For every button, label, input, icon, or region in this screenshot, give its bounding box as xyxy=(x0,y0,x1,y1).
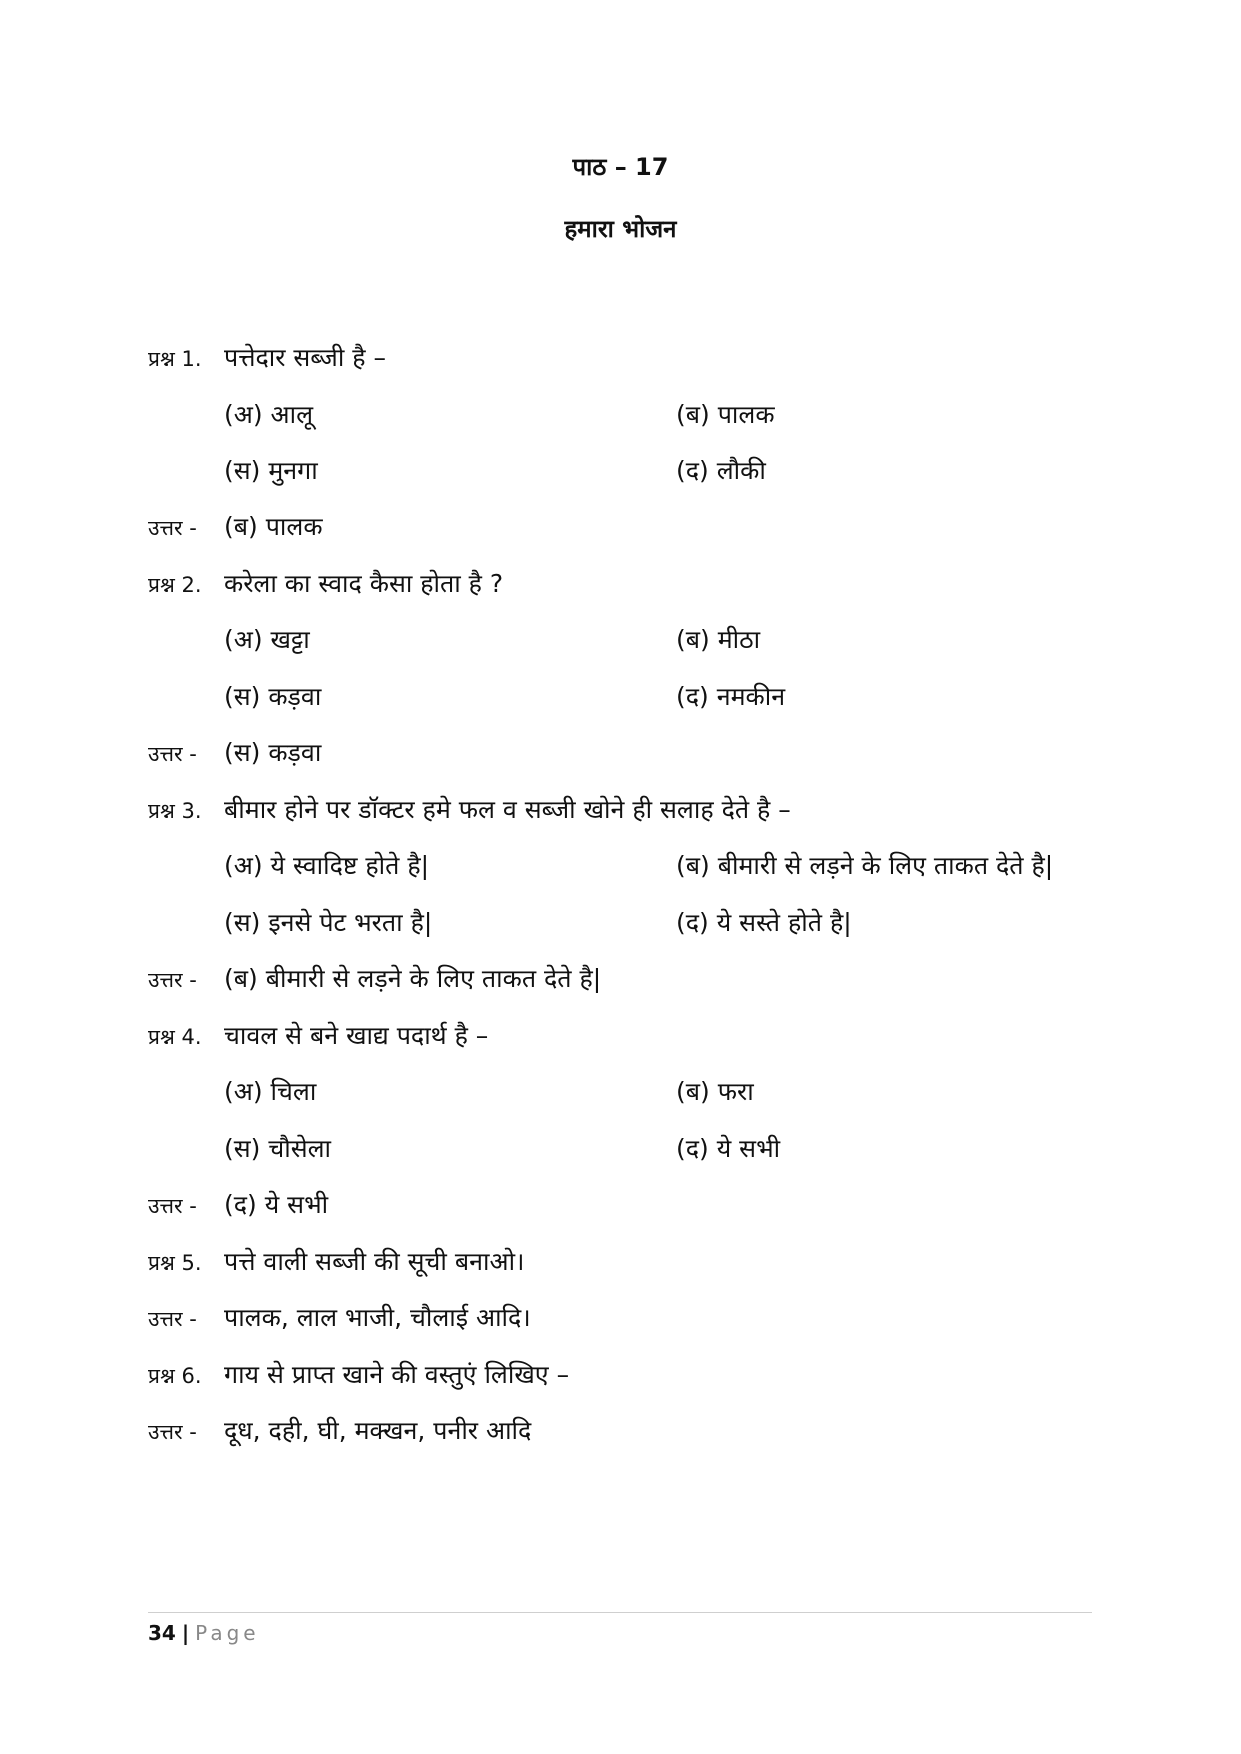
page-number: 34 xyxy=(148,1621,176,1645)
question-label: प्रश्न 3. xyxy=(148,799,202,823)
question-4-option-c: (स) चौसेला xyxy=(224,1134,332,1163)
question-4-option-d: (द) ये सभी xyxy=(676,1134,781,1163)
answer-text: (द) ये सभी xyxy=(224,1190,329,1219)
question-1-option-a: (अ) आलू xyxy=(224,400,314,429)
question-2 xyxy=(148,564,503,604)
answer-label: उत्तर - xyxy=(148,1194,197,1218)
answer-4 xyxy=(148,1185,328,1225)
answer-2 xyxy=(148,733,321,773)
question-5 xyxy=(148,1242,525,1282)
question-label: प्रश्न 6. xyxy=(148,1364,202,1388)
question-3-option-d: (द) ये सस्ते होते है| xyxy=(676,908,852,937)
answer-6 xyxy=(148,1411,531,1451)
answer-label: उत्तर - xyxy=(148,742,197,766)
question-4 xyxy=(148,1016,488,1056)
question-4-option-b: (ब) फरा xyxy=(676,1077,754,1106)
question-text: करेला का स्वाद कैसा होता है ? xyxy=(224,569,504,598)
answer-label: उत्तर - xyxy=(148,516,197,540)
question-label: प्रश्न 4. xyxy=(148,1025,202,1049)
question-3-option-a: (अ) ये स्वादिष्ट होते है| xyxy=(224,851,430,880)
question-text: बीमार होने पर डॉक्टर हमे फल व सब्जी खोने ही सलाह देते है – xyxy=(224,795,791,824)
answer-1 xyxy=(148,507,323,547)
question-1 xyxy=(148,338,386,378)
page-word: Page xyxy=(195,1621,260,1645)
question-2-option-c: (स) कड़वा xyxy=(224,682,322,711)
question-4-option-a: (अ) चिला xyxy=(224,1077,317,1106)
lesson-title: हमारा भोजन xyxy=(564,215,677,243)
question-2-option-b: (ब) मीठा xyxy=(676,625,761,654)
answer-label: उत्तर - xyxy=(148,968,197,992)
question-1-option-d: (द) लौकी xyxy=(676,456,766,485)
question-label: प्रश्न 5. xyxy=(148,1251,202,1275)
answer-3 xyxy=(148,959,601,999)
question-text: गाय से प्राप्त खाने की वस्तुएं लिखिए – xyxy=(224,1360,570,1389)
answer-label: उत्तर - xyxy=(148,1307,197,1331)
question-3 xyxy=(148,790,791,830)
question-text: चावल से बने खाद्य पदार्थ है – xyxy=(224,1021,489,1050)
footer-separator: | xyxy=(181,1621,190,1645)
answer-text: (ब) बीमारी से लड़ने के लिए ताकत देते है| xyxy=(224,964,602,993)
footer-divider xyxy=(148,1612,1092,1613)
answer-text: (स) कड़वा xyxy=(224,738,322,767)
question-1-option-b: (ब) पालक xyxy=(676,400,775,429)
answer-text: (ब) पालक xyxy=(224,512,323,541)
question-label: प्रश्न 2. xyxy=(148,573,202,597)
question-text: पत्तेदार सब्जी है – xyxy=(224,343,386,372)
question-6 xyxy=(148,1355,569,1395)
question-1-option-c: (स) मुनगा xyxy=(224,456,318,485)
lesson-number: पाठ – 17 xyxy=(572,153,669,181)
question-text: पत्ते वाली सब्जी की सूची बनाओ। xyxy=(224,1247,525,1276)
answer-5 xyxy=(148,1298,531,1338)
answer-text: पालक, लाल भाजी, चौलाई आदि। xyxy=(224,1303,531,1332)
answer-label: उत्तर - xyxy=(148,1420,197,1444)
page-footer xyxy=(148,1618,260,1648)
question-3-option-b: (ब) बीमारी से लड़ने के लिए ताकत देते है| xyxy=(676,851,1054,880)
question-2-option-d: (द) नमकीन xyxy=(676,682,786,711)
question-label: प्रश्न 1. xyxy=(148,347,202,371)
question-2-option-a: (अ) खट्टा xyxy=(224,625,310,654)
answer-text: दूध, दही, घी, मक्खन, पनीर आदि xyxy=(224,1416,532,1445)
question-3-option-c: (स) इनसे पेट भरता है| xyxy=(224,908,433,937)
